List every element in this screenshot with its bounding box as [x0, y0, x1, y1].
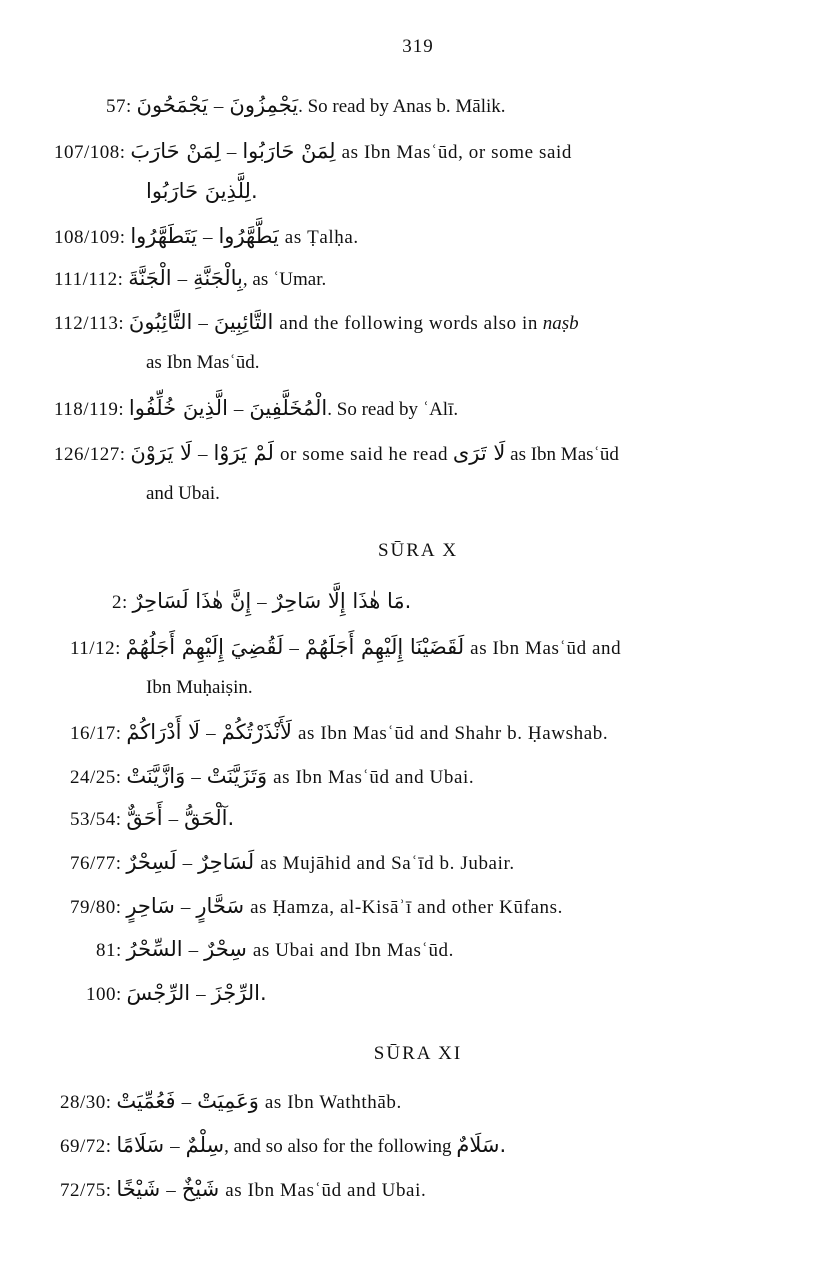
verse-number: 126/127:: [54, 444, 126, 465]
arabic-reading: يَجْمِزُونَ: [229, 93, 299, 117]
entry-126-127-cont: [146, 481, 220, 507]
entry-57: 57: يَجْمَحُونَ – يَجْمِزُونَ. So read by Anas b. Mālik.: [106, 92, 506, 120]
section-heading-sura-xi: SŪRA XI: [373, 1043, 463, 1064]
arabic-variant: فَعُمِّيَتْ: [116, 1089, 176, 1113]
arabic-reading: الْمُخَلَّفِينَ: [249, 396, 328, 420]
note-text: , as ʿUmar.: [242, 269, 327, 290]
entry-112-113: 112/113: التَّائِبُونَ – التَّائِبِينَ and the following words also in naṣb: [54, 309, 579, 337]
arabic-variant: إِنَّ هٰذَا لَسَاحِرٌ: [132, 589, 252, 613]
entry-x-11-12: 11/12: لَقُضِيَ إِلَيْهِمْ أَجَلُهُمْ – لَقَضَيْنَا إِلَيْهِمْ أَجَلَهُمْ as Ibn Masʿūd and: [70, 634, 621, 662]
page-number: 319: [402, 36, 434, 57]
entry-x-11-12-cont: [146, 675, 253, 701]
arabic-variant: السِّحْرُ: [126, 937, 183, 961]
note-text: or some said he read: [279, 444, 449, 465]
entry-x-2: 2: إِنَّ هٰذَا لَسَاحِرٌ – مَا هٰذَا إِلَّا سَاحِرٌ.: [112, 588, 411, 616]
verse-number: 107/108:: [54, 142, 126, 163]
entry-x-79-80: 79/80: سَاحِرٍ – سَحَّارٍ as Ḥamza, al-Kisāʾī and other Kūfans.: [70, 893, 563, 921]
arabic-reading: سِحْرٌ: [204, 937, 247, 961]
note-text-2: as Ibn Masʿūd: [510, 444, 619, 465]
verse-number: 11/12:: [70, 638, 121, 659]
arabic-variant: لَسِحْرٌ: [126, 850, 177, 874]
arabic-reading: لَمْ يَرَوْا: [213, 441, 274, 465]
entry-x-81: 81: السِّحْرُ – سِحْرٌ as Ubai and Ibn Masʿūd.: [96, 936, 454, 964]
entry-xi-72-75: 72/75: شَيْخًا – شَيْخٌ as Ibn Masʿūd and Ubai.: [60, 1176, 426, 1204]
note-text: as Ubai and Ibn Masʿūd.: [252, 940, 455, 961]
entry-x-53-54: 53/54: أَحَقٌّ – آلْحَقُّ.: [70, 805, 234, 833]
arabic-variant: أَحَقٌّ: [126, 806, 163, 830]
entry-111-112: 111/112: الْجَنَّةَ – بِالْجَنَّةِ, as ʿUmar.: [54, 265, 326, 293]
arabic-variant: الَّذِينَ خُلِّفُوا: [128, 396, 228, 420]
verse-number: 53/54:: [70, 809, 122, 830]
entry-112-113-cont: [146, 350, 259, 376]
verse-number: 72/75:: [60, 1180, 112, 1201]
arabic-reading: وَعَمِيَتْ: [197, 1089, 259, 1113]
arabic-inline: سَلَامٌ.: [456, 1133, 507, 1157]
note-text: as Ibn Masʿūd and Shahr b. Ḥawshab.: [298, 723, 609, 744]
entry-x-100: 100: الرِّجْسَ – الرِّجْزَ.: [86, 980, 267, 1008]
arabic-variant: شَيْخًا: [116, 1177, 161, 1201]
arabic-variant: لَا يَرَوْنَ: [130, 441, 192, 465]
verse-number: 112/113:: [54, 313, 125, 334]
note-continuation: as Ibn Masʿūd.: [146, 352, 260, 373]
arabic-reading: التَّائِبِينَ: [213, 310, 274, 334]
arabic-reading: الرِّجْزَ.: [211, 981, 267, 1005]
note-text: . So read by Anas b. Mālik.: [298, 96, 506, 117]
entry-x-24-25: 24/25: وَازَّيَّنَتْ – وَتَزَيَّنَتْ as Ibn Masʿūd and Ubai.: [70, 763, 474, 791]
verse-number: 24/25:: [70, 767, 122, 788]
arabic-reading: يَطَّهَّرُوا: [218, 224, 279, 248]
arabic-continuation: لِلَّذِينَ حَارَبُوا.: [146, 179, 258, 203]
entry-118-119: 118/119: الَّذِينَ خُلِّفُوا – الْمُخَلَّفِينَ. So read by ʿAlī.: [54, 395, 458, 423]
arabic-reading: لَقَضَيْنَا إِلَيْهِمْ أَجَلَهُمْ: [304, 635, 465, 659]
arabic-reading: لِمَنْ حَارَبُوا: [242, 139, 336, 163]
arabic-reading: لَأَنْذَرْتُكُمْ: [221, 720, 293, 744]
arabic-reading: شَيْخٌ: [181, 1177, 220, 1201]
arabic-reading: سَحَّارٍ: [196, 894, 245, 918]
arabic-reading: وَتَزَيَّنَتْ: [206, 764, 268, 788]
verse-number: 111/112:: [54, 269, 124, 290]
verse-number: 81:: [96, 940, 122, 961]
entry-x-16-17: 16/17: لَا أَدْرَاكُمْ – لَأَنْذَرْتُكُمْ as Ibn Masʿūd and Shahr b. Ḥawshab.: [70, 719, 608, 747]
note-text: as Mujāhid and Saʿīd b. Jubair.: [260, 853, 515, 874]
arabic-reading: مَا هٰذَا إِلَّا سَاحِرٌ.: [272, 589, 412, 613]
arabic-variant: يَتَطَهَّرُوا: [130, 224, 197, 248]
arabic-reading: بِالْجَنَّةِ: [193, 266, 243, 290]
arabic-variant: الْجَنَّةَ: [128, 266, 172, 290]
arabic-variant: وَازَّيَّنَتْ: [126, 764, 186, 788]
arabic-reading: سِلْمٌ: [185, 1133, 225, 1157]
note-text: as Ḥamza, al-Kisāʾī and other Kūfans.: [250, 897, 563, 918]
note-text: . So read by ʿAlī.: [327, 399, 459, 420]
note-continuation: and Ubai.: [146, 483, 220, 504]
verse-number: 118/119:: [54, 399, 125, 420]
arabic-variant: سَلَامًا: [116, 1133, 165, 1157]
arabic-variant: التَّائِبُونَ: [128, 310, 193, 334]
arabic-variant: لِمَنْ حَارَبَ: [130, 139, 221, 163]
entry-x-76-77: 76/77: لَسِحْرٌ – لَسَاحِرٌ as Mujāhid and Saʿīd b. Jubair.: [70, 849, 515, 877]
note-italic: naṣb: [542, 313, 579, 334]
verse-number: 57:: [106, 96, 132, 117]
note-text: , and so also for the following: [224, 1136, 452, 1157]
verse-number: 79/80:: [70, 897, 122, 918]
verse-number: 100:: [86, 984, 122, 1005]
verse-number: 69/72:: [60, 1136, 112, 1157]
arabic-reading: آلْحَقُّ.: [184, 806, 235, 830]
verse-number: 76/77:: [70, 853, 122, 874]
verse-number: 2:: [112, 592, 128, 613]
note-text: as Ṭalḥa.: [284, 227, 359, 248]
arabic-reading: لَسَاحِرٌ: [198, 850, 255, 874]
arabic-variant: سَاحِرٍ: [126, 894, 175, 918]
note-text: and the following words also in: [279, 313, 539, 334]
arabic-variant: الرِّجْسَ: [126, 981, 191, 1005]
verse-number: 16/17:: [70, 723, 122, 744]
note-continuation: Ibn Muḥaiṣin.: [146, 677, 253, 698]
verse-number: 28/30:: [60, 1092, 112, 1113]
entry-108-109: 108/109: يَتَطَهَّرُوا – يَطَّهَّرُوا as Ṭalḥa.: [54, 223, 359, 251]
entry-xi-69-72: 69/72: سَلَامًا – سِلْمٌ, and so also for the following سَلَامٌ.: [60, 1132, 506, 1160]
arabic-variant: لَقُضِيَ إِلَيْهِمْ أَجَلُهُمْ: [125, 635, 284, 659]
note-text: as Ibn Masʿūd and: [470, 638, 622, 659]
entry-107-108-cont: [146, 178, 258, 206]
entry-107-108: 107/108: لِمَنْ حَارَبَ – لِمَنْ حَارَبُوا as Ibn Masʿūd, or some said: [54, 138, 572, 166]
note-text: as Ibn Waththāb.: [264, 1092, 402, 1113]
arabic-variant: يَجْمَحُونَ: [136, 93, 208, 117]
note-text: as Ibn Masʿūd, or some said: [341, 142, 573, 163]
note-text: as Ibn Masʿūd and Ubai.: [273, 767, 475, 788]
arabic-inline: لَا تَرَى: [452, 441, 506, 465]
arabic-variant: لَا أَدْرَاكُمْ: [126, 720, 201, 744]
note-text: as Ibn Masʿūd and Ubai.: [225, 1180, 427, 1201]
entry-xi-28-30: 28/30: فَعُمِّيَتْ – وَعَمِيَتْ as Ibn Waththāb.: [60, 1088, 402, 1116]
entry-126-127: 126/127: لَا يَرَوْنَ – لَمْ يَرَوْا or some said he read لَا تَرَى as Ibn Masʿūd: [54, 440, 619, 468]
section-heading-sura-x: SŪRA X: [377, 540, 459, 561]
verse-number: 108/109:: [54, 227, 126, 248]
